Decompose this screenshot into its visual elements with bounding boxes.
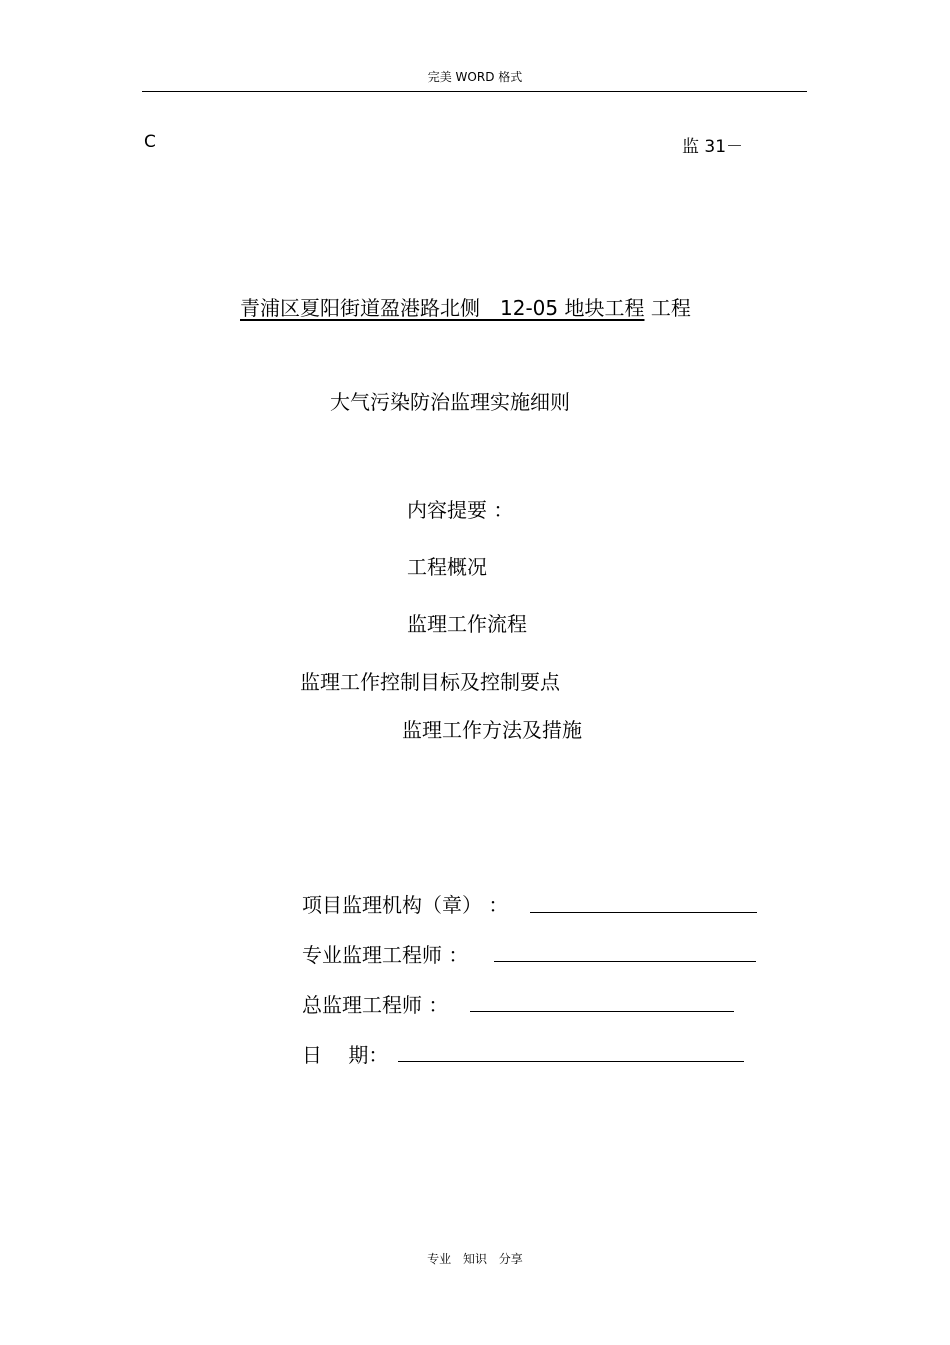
project-name: 青浦区夏阳街道盈港路北侧 12-05 地块工程 xyxy=(240,296,645,320)
doc-code-left: C xyxy=(144,132,156,152)
signature-label-engineer: 专业监理工程师 ： xyxy=(302,943,469,967)
page-header: 完美 WORD 格式 xyxy=(427,70,523,84)
project-title-suffix: 工程 xyxy=(650,296,691,320)
signature-line-engineer xyxy=(494,961,756,962)
page-footer: 专业 知识 分享 xyxy=(427,1252,523,1266)
contents-item: 监理工作控制目标及控制要点 xyxy=(300,670,560,694)
signature-line-agency xyxy=(530,912,757,913)
doc-code-right: 监 31－ xyxy=(682,137,744,157)
signature-label-chief: 总监理工程师 ： xyxy=(302,993,449,1017)
header-rule xyxy=(142,91,807,92)
contents-item: 监理工作方法及措施 xyxy=(402,718,582,742)
signature-line-chief xyxy=(470,1011,734,1012)
project-title xyxy=(240,292,691,321)
signature-label-date: 日 期： xyxy=(302,1043,389,1067)
contents-heading: 内容提要 ： xyxy=(407,498,514,522)
contents-item: 监理工作流程 xyxy=(407,612,527,636)
signature-line-date xyxy=(398,1061,744,1062)
contents-item: 工程概况 xyxy=(407,555,487,579)
signature-label-agency: 项目监理机构（章） ： xyxy=(302,893,509,917)
document-title: 大气污染防治监理实施细则 xyxy=(330,390,570,414)
